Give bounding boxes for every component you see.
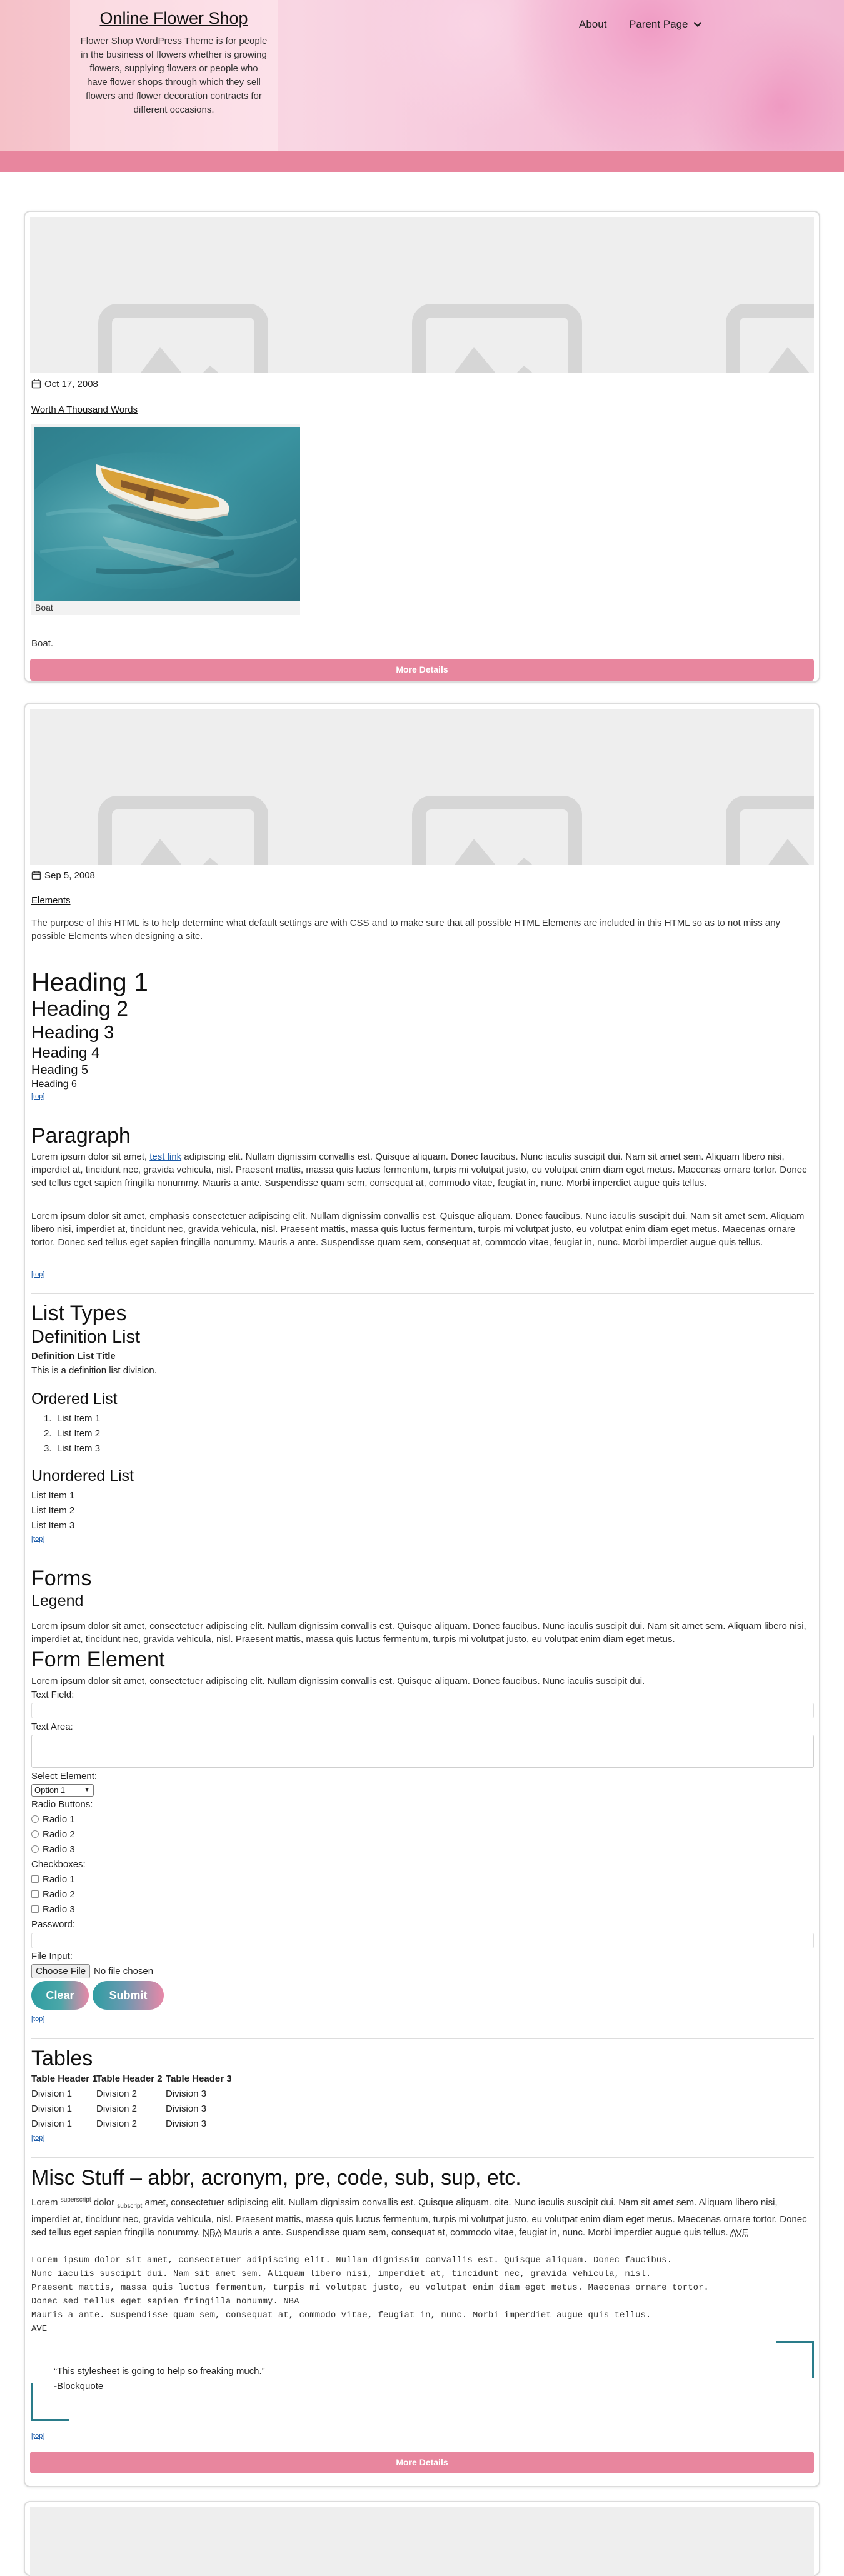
heading-6: Heading 6 — [31, 1079, 77, 1090]
select-value: Option 1 — [34, 1785, 66, 1795]
radio-icon[interactable] — [31, 1830, 39, 1838]
table-header: Table Header 3 — [166, 2073, 232, 2084]
ordered-list-item: 2. List Item 2 — [44, 1428, 101, 1439]
definition-term: Definition List Title — [31, 1351, 116, 1361]
radio-icon[interactable] — [31, 1815, 39, 1823]
back-to-top-link[interactable]: [top] — [31, 2015, 45, 2023]
text-area-label: Text Area: — [31, 1722, 73, 1732]
legend-text: Lorem ipsum dolor sit amet, consectetuer adipiscing elit. Nullam dignissim convallis est. Quisque aliquam. Donec faucibus. Nunc iaculis suscipit dui. Nam sit amet sem. Aliquam libero nisi, imperdiet at, tincidunt nec, gravida vehicula, nisl. Praesent mattis, massa quis luctus fermentum, turpis mi volutpat justo, eu volutpat enim diam eget metus. — [31, 1621, 806, 1645]
blockquote-cite: -Blockquote — [54, 2381, 104, 2392]
heading-3: Heading 3 — [31, 1023, 114, 1043]
table-header: Table Header 1 — [31, 2073, 98, 2084]
checkbox-option[interactable]: Radio 2 — [31, 1889, 75, 1900]
submit-button[interactable]: Submit — [93, 1981, 164, 2010]
blockquote-text: “This stylesheet is going to help so freaking much.” — [54, 2366, 265, 2377]
preformatted-text — [31, 2253, 814, 2336]
misc-paragraph: Lorem $^{superscript}$ dolor $_{subscript}$ amet, consectetuer adipiscing elit. Nullam dignissim convallis est. Quisque aliquam. cite. Nunc iaculis suscipit dui. Nam sit amet sem. Aliquam libero nisi, imperdiet at, tincidunt nec, gravida vehicula, nisl. Praesent mattis, massa quis luctus fermentum, turpis mi volutpat justo, eu volutpat enim diam eget metus. Maecenas ornare tortor. Donec sed tellus eget sapien fringilla nonummy. NBA Mauris a ante. Suspendisse quam sem, consequat at, commodo vitae, feugiat in, nunc. Morbi imperdiet augue quis tellus. AVE — [31, 2197, 807, 2238]
back-to-top-link[interactable]: [top] — [31, 1271, 45, 1278]
checkboxes-label: Checkboxes: — [31, 1859, 86, 1870]
pre-line: Mauris a ante. Suspendisse quam sem, consequat at, commodo vitae, feugiat in, nunc. Morbi imperdiet augue quis tellus. — [31, 2310, 651, 2320]
post-date-text: Oct 17, 2008 — [44, 379, 98, 389]
divider — [31, 2157, 814, 2158]
text-field-label: Text Field: — [31, 1690, 74, 1700]
select-dropdown[interactable] — [31, 1784, 94, 1797]
clear-button[interactable]: Clear — [31, 1981, 89, 2010]
chevron-down-icon — [693, 19, 703, 29]
form-element-title: Form Element — [31, 1648, 165, 1671]
table-cell: Division 1 — [31, 2088, 73, 2099]
forms-title: Forms — [31, 1566, 92, 1590]
checkbox-icon[interactable] — [31, 1890, 39, 1898]
boat-figure — [31, 424, 300, 615]
abbr-nba: NBA — [203, 2227, 222, 2238]
unordered-list-item: List Item 2 — [31, 1505, 75, 1516]
table-header: Table Header 2 — [96, 2073, 163, 2084]
divider — [31, 2038, 814, 2039]
pre-line: Praesent mattis, massa quis luctus fermentum, turpis mi volutpat justo, eu volutpat enim diam eget metus. Maecenas ornare tortor. — [31, 2283, 709, 2293]
site-title-link[interactable]: Online Flower Shop — [99, 9, 248, 28]
boat-image[interactable] — [34, 427, 300, 601]
back-to-top-link[interactable]: [top] — [31, 1093, 45, 1100]
calendar-icon — [31, 379, 41, 389]
post-thumbnail-placeholder — [30, 709, 814, 865]
image-placeholder-icon — [411, 303, 583, 373]
image-placeholder-icon — [98, 303, 269, 373]
nav-item-about[interactable]: About — [579, 18, 607, 30]
heading-4: Heading 4 — [31, 1045, 100, 1061]
ordered-list-title: Ordered List — [31, 1390, 118, 1408]
paragraph-text-1: Lorem ipsum dolor sit amet, test link adipiscing elit. Nullam dignissim convallis est. Quisque aliquam. Donec faucibus. Nunc iaculis suscipit dui. Nam sit amet sem. Aliquam libero nisi, imperdiet at, tincidunt nec, gravida vehicula, nisl. Praesent mattis, massa quis luctus fermentum, turpis mi volutpat justo, eu volutpat enim diam eget metus. Maecenas ornare tortor. Donec sed tellus eget sapien fringilla nonummy. Mauris a ante. Suspendisse quam sem, consequat at, commodo vitae, feugiat in, nunc. Morbi imperdiet augue quis tellus. — [31, 1151, 807, 1188]
checkbox-icon[interactable] — [31, 1905, 39, 1913]
radio-option[interactable]: Radio 1 — [31, 1814, 75, 1825]
divider — [31, 1293, 814, 1294]
radio-option[interactable]: Radio 3 — [31, 1844, 75, 1855]
post-date — [31, 870, 95, 881]
pre-line: Donec sed tellus eget sapien fringilla nonummy. NBA — [31, 2297, 299, 2307]
nav-item-parent-page-label: Parent Page — [629, 18, 688, 30]
definition-description: This is a definition list division. — [31, 1365, 157, 1376]
heading-2: Heading 2 — [31, 997, 129, 1021]
post-intro: The purpose of this HTML is to help determine what default settings are with CSS and to make sure that all possible HTML Elements are included in this HTML so as to not miss any possible Elements when designing a site. — [31, 918, 781, 941]
text-field-input[interactable] — [31, 1703, 814, 1718]
post-excerpt: Boat. — [31, 638, 54, 649]
heading-1: Heading 1 — [31, 968, 148, 996]
post-thumbnail-placeholder — [30, 2507, 814, 2576]
post-date-text: Sep 5, 2008 — [44, 870, 95, 881]
image-placeholder-icon — [725, 795, 814, 865]
chevron-down-icon: ▼ — [84, 1787, 90, 1793]
table-cell: Division 1 — [31, 2103, 73, 2114]
quote-corner-decoration — [776, 2341, 814, 2378]
list-types-title: List Types — [31, 1301, 127, 1325]
tables-title: Tables — [31, 2047, 93, 2070]
radio-buttons-label: Radio Buttons: — [31, 1799, 93, 1810]
table-cell: Division 2 — [96, 2088, 138, 2099]
back-to-top-link[interactable]: [top] — [31, 2134, 45, 2142]
table-cell: Division 3 — [166, 2118, 207, 2129]
image-placeholder-icon — [411, 795, 583, 865]
back-to-top-link[interactable]: [top] — [31, 2432, 45, 2440]
back-to-top-link[interactable]: [top] — [31, 1535, 45, 1543]
post-date — [31, 379, 98, 389]
post-title-link[interactable]: Worth A Thousand Words — [31, 404, 138, 415]
unordered-list-item: List Item 1 — [31, 1490, 75, 1501]
checkbox-icon[interactable] — [31, 1875, 39, 1883]
post-card-next — [24, 2501, 820, 2576]
subscript-text: subscript — [117, 2203, 143, 2210]
site-branding — [70, 6, 278, 117]
pre-line: Lorem ipsum dolor sit amet, consectetuer adipiscing elit. Nullam dignissim convallis est. Quisque aliquam. Donec faucibus. — [31, 2255, 672, 2265]
site-header — [0, 0, 844, 151]
ordered-list-item: 3. List Item 3 — [44, 1443, 101, 1454]
more-details-button[interactable]: More Details — [30, 2452, 814, 2473]
calendar-icon — [31, 870, 41, 880]
table-cell: Division 3 — [166, 2103, 207, 2114]
file-input-label: File Input: — [31, 1951, 73, 1962]
file-input — [31, 1964, 153, 1978]
pre-line: Nunc iaculis suscipit dui. Nam sit amet sem. Aliquam libero nisi, imperdiet at, tincidunt nec, gravida vehicula, nisl. — [31, 2269, 651, 2279]
post-card-worth-a-thousand-words — [24, 211, 820, 683]
radio-icon[interactable] — [31, 1845, 39, 1853]
table-cell: Division 2 — [96, 2118, 138, 2129]
select-label: Select Element: — [31, 1771, 98, 1782]
choose-file-button[interactable]: Choose File — [31, 1964, 90, 1978]
radio-option[interactable]: Radio 2 — [31, 1829, 75, 1840]
post-thumbnail-placeholder — [30, 217, 814, 373]
checkbox-option[interactable]: Radio 3 — [31, 1904, 75, 1915]
table-cell: Division 3 — [166, 2088, 207, 2099]
table-cell: Division 1 — [31, 2118, 73, 2129]
password-label: Password: — [31, 1919, 76, 1930]
form-element-text: Lorem ipsum dolor sit amet, consectetuer adipiscing elit. Nullam dignissim convallis est. Quisque aliquam. Donec faucibus. Nunc iaculis suscipit dui. — [31, 1676, 645, 1686]
ordered-list-item: 1. List Item 1 — [44, 1413, 101, 1424]
header-accent-band — [0, 151, 844, 172]
pre-line: AVE — [31, 2324, 48, 2334]
heading-5: Heading 5 — [31, 1063, 89, 1077]
nav-item-parent-page[interactable] — [629, 18, 703, 31]
more-details-button[interactable]: More Details — [30, 659, 814, 681]
unordered-list-title: Unordered List — [31, 1467, 134, 1485]
unordered-list-item: List Item 3 — [31, 1520, 75, 1531]
table-cell: Division 2 — [96, 2103, 138, 2114]
post-card-elements — [24, 703, 820, 2487]
password-input[interactable] — [31, 1933, 814, 1948]
paragraph-text-2: Lorem ipsum dolor sit amet, emphasis consectetuer adipiscing elit. Nullam dignissim convallis est. Quisque aliquam. Donec faucibus. Nunc iaculis suscipit dui. Nam sit amet sem. Aliquam libero nisi, imperdiet at, tincidunt nec, gravida vehicula, nisl. Praesent mattis, massa quis luctus fermentum, turpis mi volutpat justo, eu volutpat enim diam eget metus. Maecenas ornare tortor. Donec sed tellus eget sapien fringilla nonummy. Mauris a ante. Suspendisse quam sem, consequat at, commodo vitae, feugiat in, nunc. Morbi imperdiet augue quis tellus. — [31, 1211, 805, 1248]
site-description: Flower Shop WordPress Theme is for people in the business of flowers whether is growing flowers, supplying flowers or people who have flower shops through which they sell flowers and flower decoration contracts for different occasions. — [80, 36, 268, 115]
definition-list-title: Definition List — [31, 1327, 141, 1347]
acronym-ave: AVE — [730, 2227, 748, 2238]
superscript-text: superscript — [60, 2197, 91, 2203]
misc-title: Misc Stuff – abbr, acronym, pre, code, sub, sup, etc. — [31, 2166, 521, 2190]
legend-title: Legend — [31, 1592, 84, 1610]
checkbox-option[interactable]: Radio 1 — [31, 1874, 75, 1885]
image-caption: Boat — [35, 603, 53, 613]
text-area-input[interactable] — [31, 1735, 814, 1768]
test-link[interactable]: test link — [149, 1151, 182, 1162]
paragraph-section-title: Paragraph — [31, 1124, 131, 1148]
post-title-link[interactable]: Elements — [31, 895, 71, 906]
image-placeholder-icon — [98, 795, 269, 865]
image-placeholder-icon — [725, 303, 814, 373]
file-status: No file chosen — [94, 1966, 154, 1977]
